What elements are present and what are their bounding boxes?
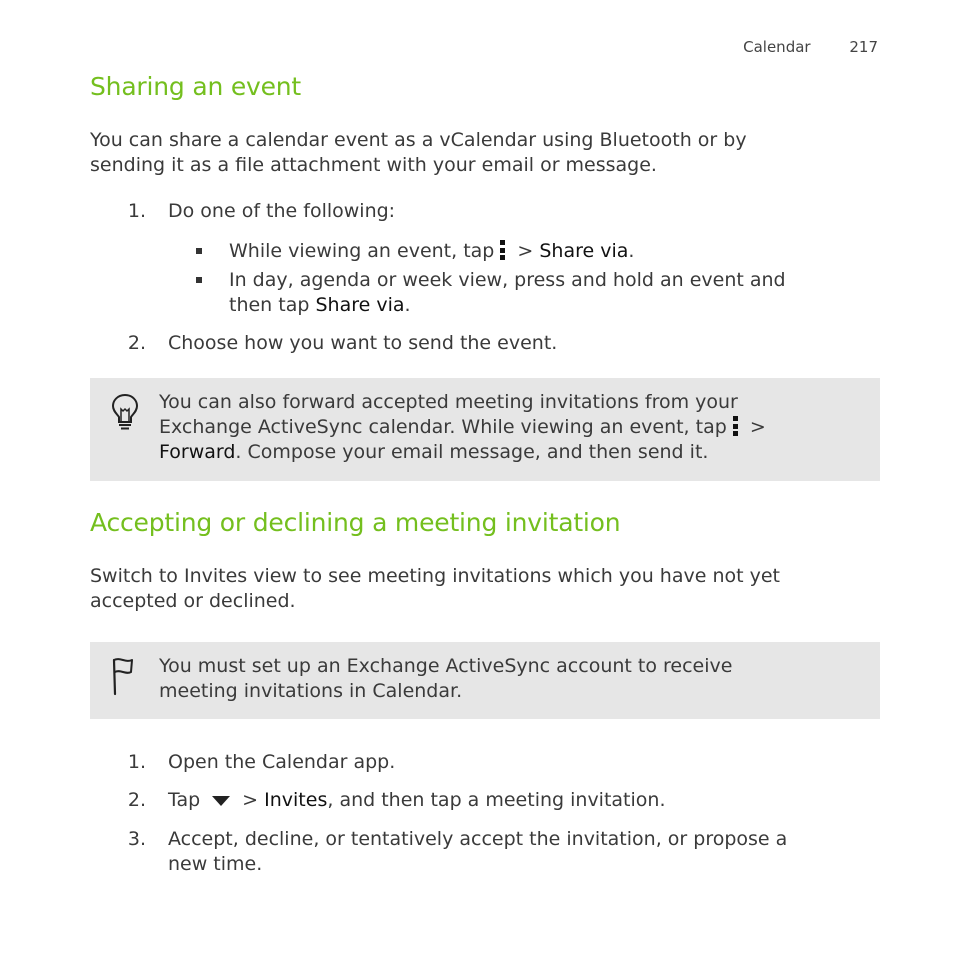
- sharing-heading: Sharing an event: [90, 72, 302, 101]
- running-header: [743, 38, 878, 56]
- sharing-intro-line2: sending it as a file attachment with your email or message.: [90, 154, 657, 176]
- tip-text-part: >: [743, 416, 766, 438]
- overflow-menu-icon: [733, 416, 738, 436]
- step-line: new time.: [168, 853, 263, 875]
- note-text: [159, 654, 849, 704]
- overflow-menu-icon: [500, 240, 505, 260]
- header-section: Calendar: [743, 38, 811, 56]
- note-line: meeting invitations in Calendar.: [159, 680, 463, 702]
- sharing-intro: [90, 128, 870, 178]
- tip-text-part: . Compose your email message, and then send it.: [235, 441, 709, 463]
- step-text-part: Tap: [168, 789, 201, 811]
- step-number: 2.: [127, 332, 146, 354]
- step-text: Open the Calendar app.: [168, 751, 396, 773]
- tip-box: [90, 378, 880, 481]
- bullet-line: In day, agenda or week view, press and hold an event and: [229, 269, 786, 291]
- bullet-text-part: >: [511, 240, 540, 262]
- dropdown-arrow-icon: [212, 796, 230, 806]
- step-text: Choose how you want to send the event.: [168, 332, 558, 354]
- accepting-heading: Accepting or declining a meeting invitation: [90, 508, 621, 537]
- share-via-label: Share via: [315, 294, 405, 316]
- forward-label: Forward: [159, 441, 236, 463]
- flag-icon: [110, 656, 136, 700]
- bullet-marker: [196, 277, 202, 283]
- bullet-text-part: .: [404, 294, 411, 316]
- note-box: [90, 642, 880, 719]
- sharing-intro-line1: You can share a calendar event as a vCalendar using Bluetooth or by: [90, 129, 747, 151]
- tip-line: [159, 415, 849, 440]
- tip-text: [159, 390, 849, 465]
- sharing-bullet-2: [196, 268, 856, 318]
- accepting-intro: [90, 564, 870, 614]
- note-line: You must set up an Exchange ActiveSync account to receive: [159, 655, 733, 677]
- step-number: 2.: [127, 789, 146, 811]
- step-number: 1.: [127, 751, 146, 773]
- bullet-marker: [196, 248, 202, 254]
- step-text: [168, 827, 858, 877]
- page-number: 217: [849, 38, 878, 56]
- step-line: Accept, decline, or tentatively accept the invitation, or propose a: [168, 828, 788, 850]
- bullet-line: [229, 293, 849, 318]
- accepting-intro-line2: accepted or declined.: [90, 590, 296, 612]
- bullet-text-part: then tap: [229, 294, 316, 316]
- bullet-text-part: While viewing an event, tap: [229, 240, 495, 262]
- step-text: [168, 788, 858, 813]
- tip-line: You can also forward accepted meeting invitations from your: [159, 391, 738, 413]
- bullet-text: [229, 268, 849, 318]
- bullet-text-part: .: [628, 240, 635, 262]
- share-via-label: Share via: [539, 240, 629, 262]
- invites-label: Invites: [264, 789, 328, 811]
- step-text-part: >: [242, 789, 265, 811]
- tip-line: [159, 440, 849, 465]
- step-number: 1.: [127, 200, 146, 222]
- step-text: Do one of the following:: [168, 200, 396, 222]
- step-text-part: , and then tap a meeting invitation.: [327, 789, 666, 811]
- tip-text-part: Exchange ActiveSync calendar. While viewing an event, tap: [159, 416, 727, 438]
- step-number: 3.: [127, 828, 146, 850]
- accepting-intro-line1: Switch to Invites view to see meeting invitations which you have not yet: [90, 565, 781, 587]
- bullet-text: [229, 239, 849, 264]
- lightbulb-icon: [110, 392, 140, 436]
